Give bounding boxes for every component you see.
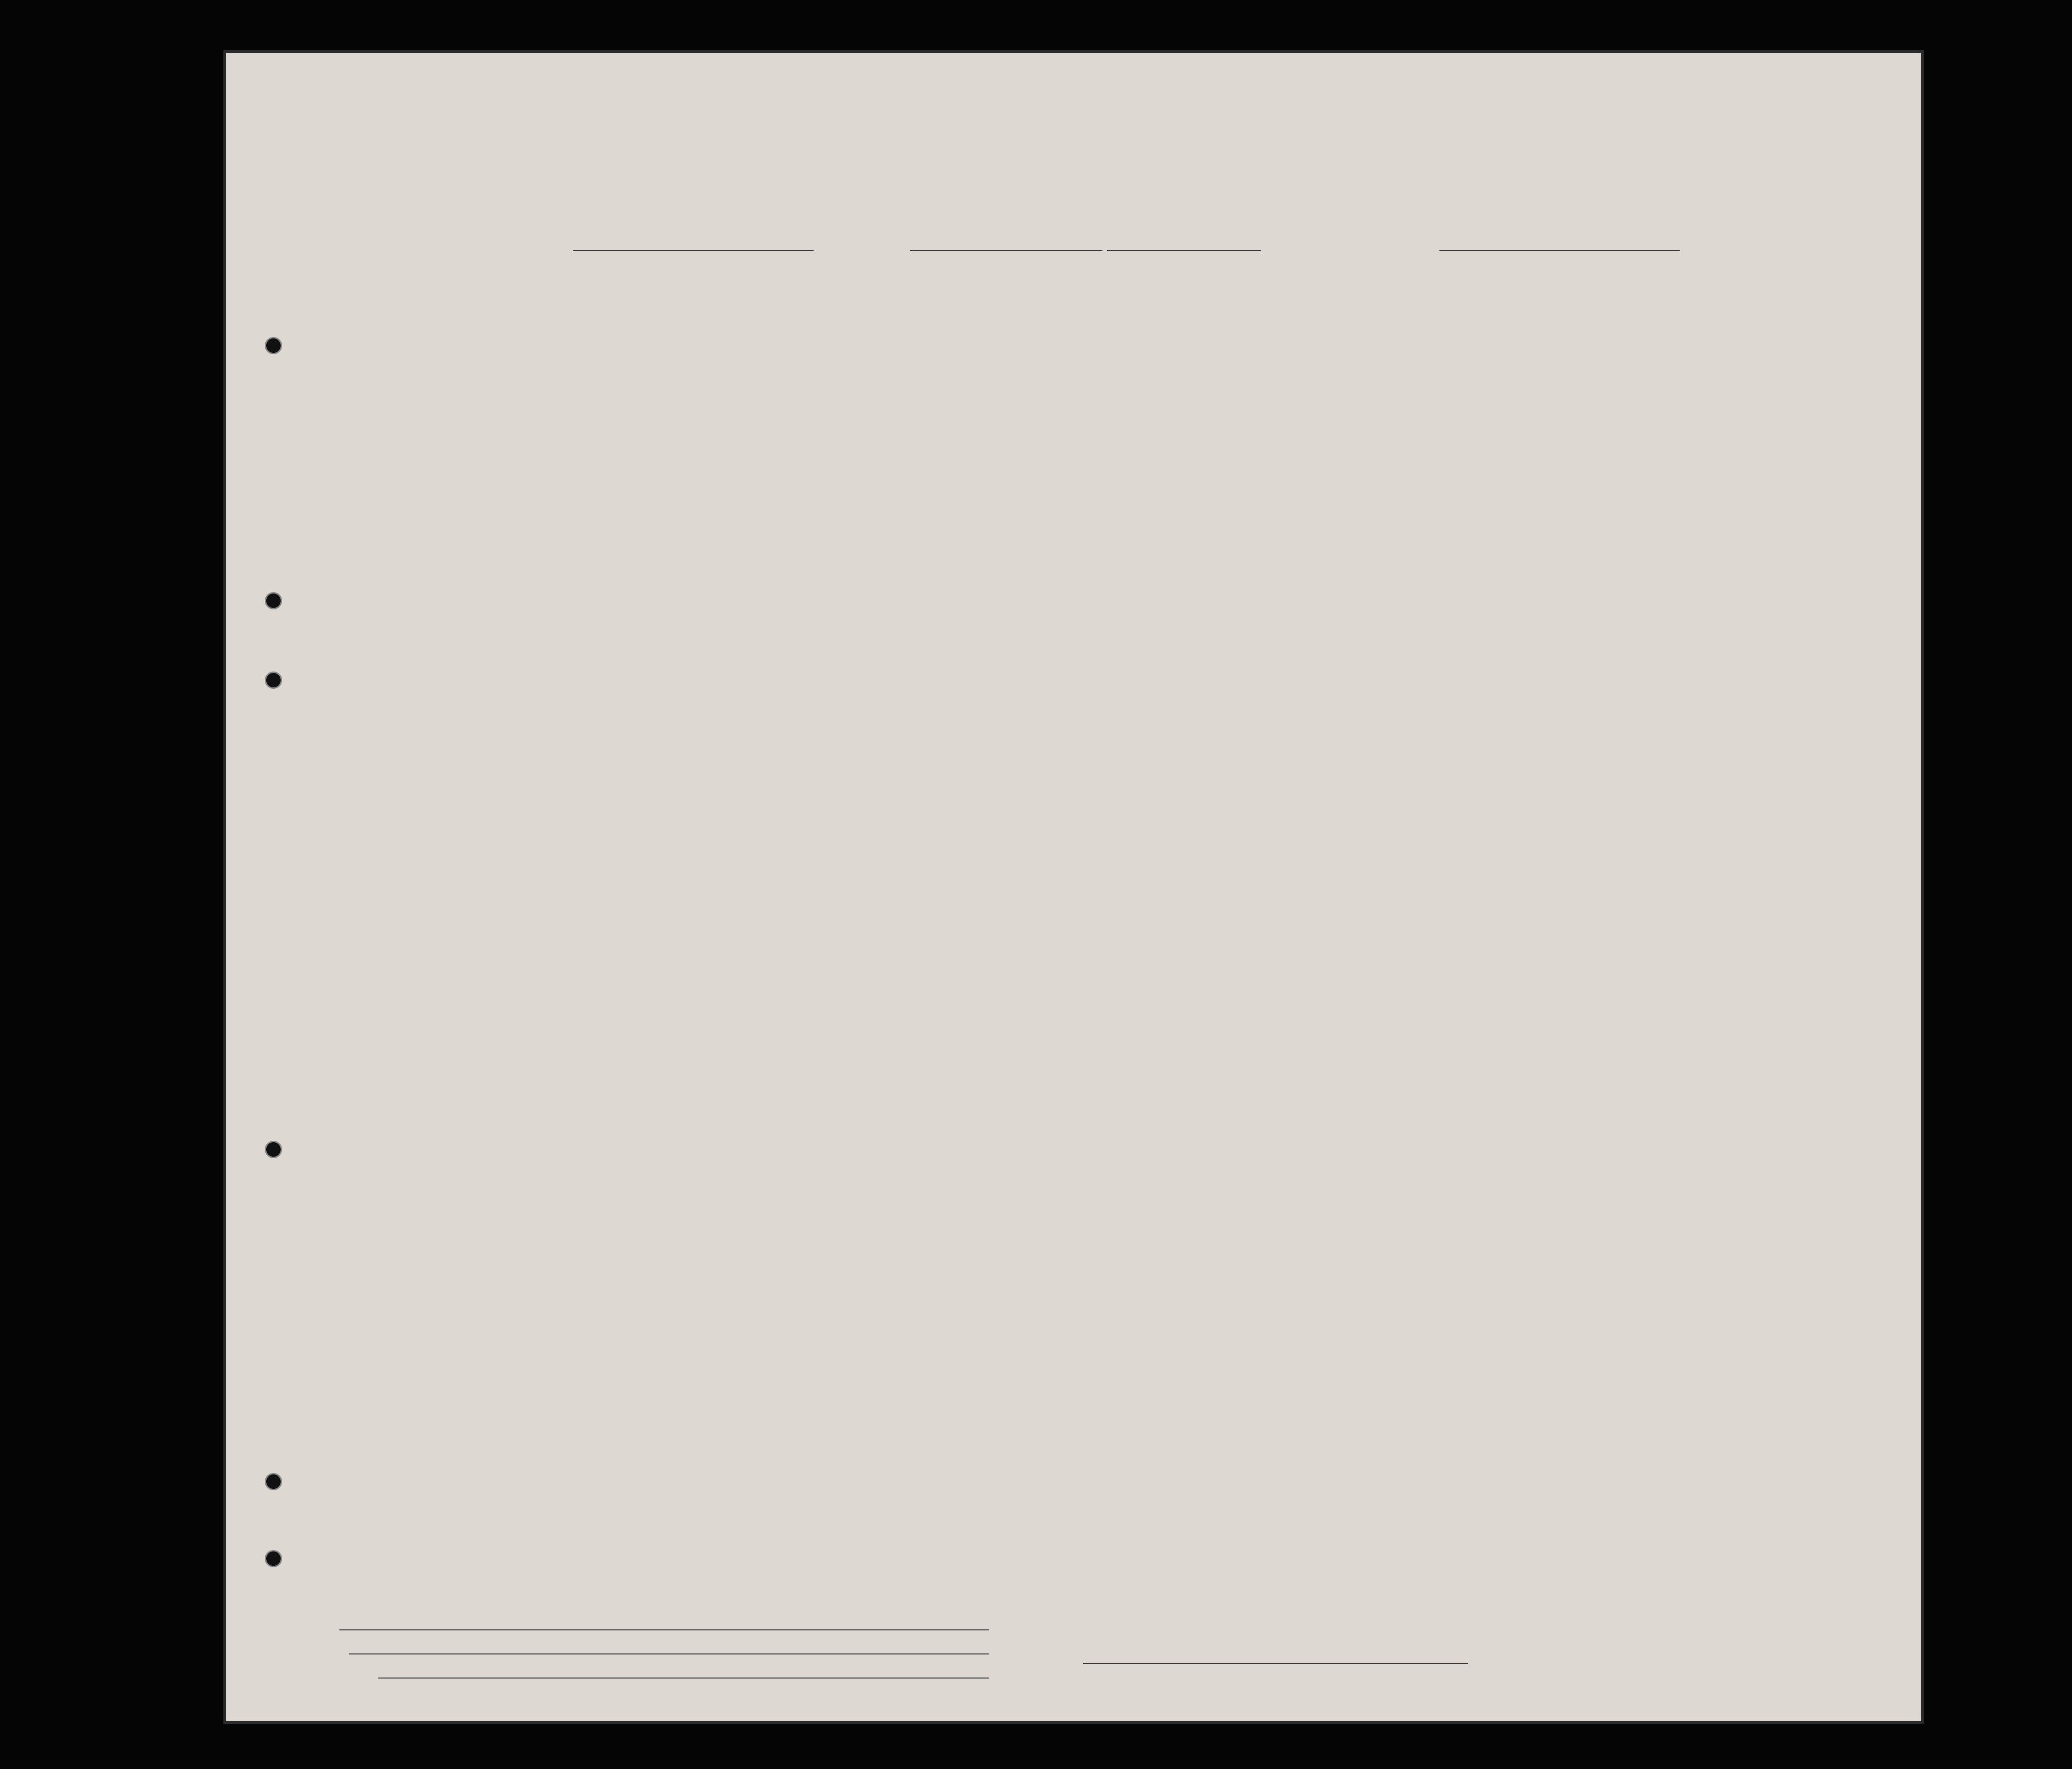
inspector-rule (1083, 1663, 1468, 1664)
punch-hole (265, 1550, 282, 1567)
punch-hole (265, 1141, 282, 1158)
manifest-sheet (226, 53, 1921, 1721)
punch-hole (265, 592, 282, 609)
owners-rule (349, 1653, 989, 1654)
line-rule (339, 1629, 989, 1630)
agents-rule (378, 1678, 989, 1679)
grid-lines (226, 53, 1921, 1721)
punch-hole (265, 1473, 282, 1490)
punch-hole (265, 671, 282, 689)
manifest-grid (226, 53, 1921, 1721)
punch-hole (265, 337, 282, 354)
